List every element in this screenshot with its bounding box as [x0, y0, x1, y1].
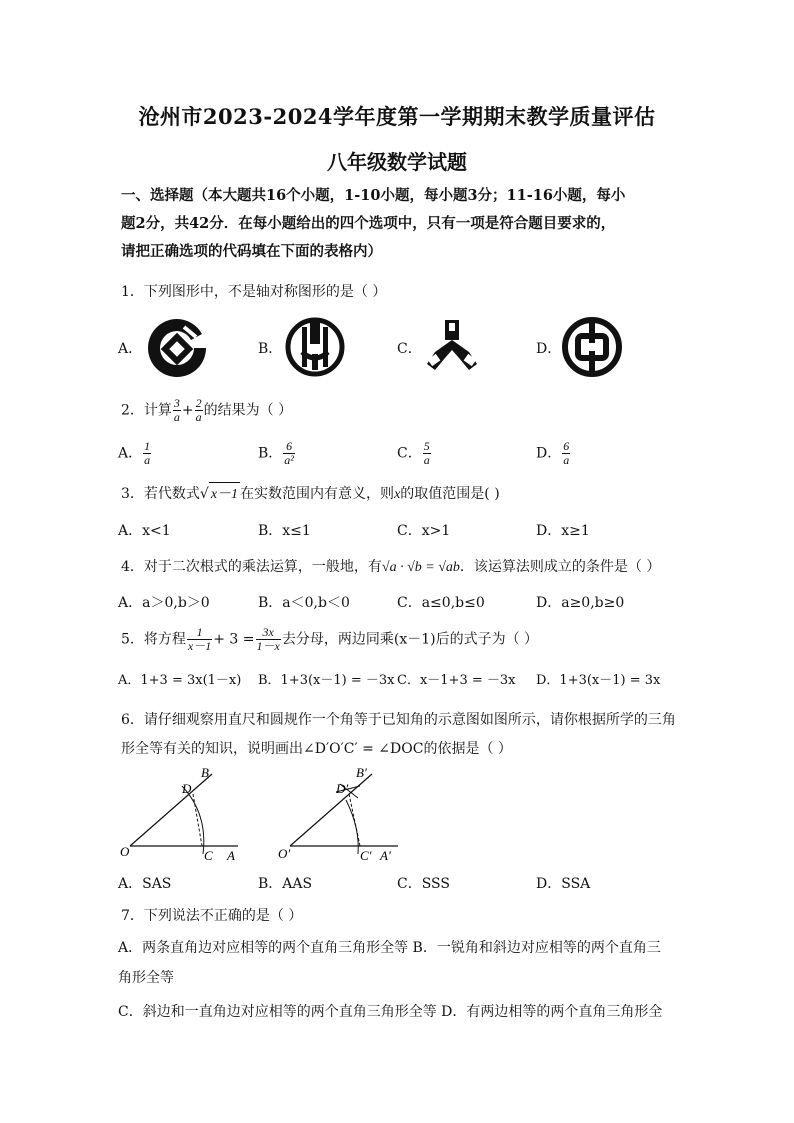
q2-option-d-frac	[562, 440, 570, 467]
q3-radicand: x－1	[209, 482, 240, 503]
q2-c-num: 5	[423, 439, 430, 453]
question-2-stem	[121, 397, 292, 424]
q2-option-a-frac	[143, 440, 151, 467]
q2-frac1-den: a	[173, 410, 180, 424]
q5-option-c: C．x－1+3 = －3x	[397, 673, 516, 688]
q2-option-c	[397, 440, 432, 467]
q5-option-a: A．1+3 = 3x(1－x)	[118, 673, 242, 688]
q2-stem-prefix: 2．计算	[121, 402, 172, 419]
question-6-line2: 形全等有关的知识，说明画出∠D′O′C′ = ∠DOC的依据是（ ）	[121, 741, 512, 757]
fig1-label-d: D	[182, 781, 192, 796]
fig2-label-o: O′	[278, 846, 291, 861]
q5-stem-suffix: 去分母，两边同乘(x－1)后的式子为（ ）	[281, 631, 539, 648]
fig2-label-c: C′	[360, 848, 372, 863]
question-7-line1: A．两条直角边对应相等的两个直角三角形全等 B．一锐角和斜边对应相等的两个直角三	[118, 940, 661, 956]
angle-figure-copy	[276, 764, 416, 864]
q4-option-d: D．a≥0,b≥0	[536, 595, 625, 611]
q4-stem-suffix: ．该运算法则成立的条件是（ ）	[459, 559, 661, 575]
cmbc-logo-icon	[421, 318, 483, 374]
q2-fraction-2	[195, 397, 203, 424]
q2-b-num: 6	[283, 440, 295, 454]
section-instructions	[121, 182, 681, 266]
q2-c-den: a	[423, 453, 430, 467]
q2-stem-suffix: 的结果为（ ）	[203, 402, 293, 419]
q2-option-b-label: B．	[258, 445, 283, 462]
question-4-stem	[121, 556, 660, 576]
q2-a-den: a	[144, 453, 151, 467]
q4-option-b: B．a＜0,b＜0	[258, 595, 350, 611]
question-7-stem: 7．下列说法不正确的是（ ）	[121, 908, 303, 924]
q2-option-c-label: C．	[397, 445, 422, 462]
q1-option-d-label: D．	[536, 341, 562, 357]
q6-option-b: B．AAS	[258, 876, 313, 892]
q3-stem-suffix: 的取值范围是( )	[400, 486, 500, 502]
q3-stem-mid: 在实数范围内有意义，则	[240, 486, 395, 502]
section-line: 题2分，共42分．在每小题给出的四个选项中，只有一项是符合题目要求的，	[121, 215, 616, 232]
q2-option-b	[258, 440, 296, 467]
q5-option-b: B．1+3(x－1) = －3x	[258, 673, 395, 688]
fig2-label-a: A′	[380, 848, 391, 863]
q1-option-c-label: C．	[397, 341, 422, 357]
q3-option-c: C．x>1	[397, 523, 451, 539]
q1-option-b-label: B．	[258, 341, 283, 357]
q5-frac1-den: x－1	[187, 639, 212, 653]
q5-frac2-den: 1－x	[256, 639, 280, 653]
fig2-label-d: D′	[336, 781, 349, 796]
q2-plus: +	[181, 402, 194, 419]
q2-option-d-label: D．	[536, 445, 562, 462]
fig1-label-o: O	[120, 844, 130, 859]
question-6-line1: 6．请仔细观察用直尺和圆规作一个角等于已知角的示意图如图所示，请你根据所学的三角	[121, 712, 676, 728]
abc-logo-icon	[284, 316, 346, 378]
q5-mid: + 3 =	[213, 631, 255, 648]
q3-var: x	[394, 487, 401, 502]
fig1-label-b: B	[201, 765, 209, 780]
fig2-label-b: B′	[356, 765, 367, 780]
q2-option-c-frac	[423, 440, 431, 467]
q5-frac1-num: 1	[187, 626, 212, 640]
question-7-line2: 角形全等	[118, 970, 174, 986]
question-1-stem: 1．下列图形中，不是轴对称图形的是（ ）	[121, 284, 387, 300]
q2-option-a-label: A．	[118, 445, 143, 462]
question-7-line3: C．斜边和一直角边对应相等的两个直角三角形全等 D．有两边相等的两个直角三角形全	[118, 1004, 663, 1020]
ccb-logo-icon	[144, 315, 210, 381]
q5-fraction-2	[256, 626, 281, 653]
page-title: 沧州市2023-2024学年度第一学期期末教学质量评估	[138, 104, 656, 129]
fig1-label-c: C	[204, 848, 213, 863]
q2-a-num: 1	[144, 439, 151, 453]
q2-fraction-1	[173, 397, 181, 424]
page-subtitle: 八年级数学试题	[327, 150, 467, 174]
q2-option-d	[536, 440, 571, 467]
q2-frac2-den: a	[195, 410, 202, 424]
q6-option-c: C．SSS	[397, 876, 450, 892]
q6-option-a: A．SAS	[118, 876, 172, 892]
q5-frac2-num: 3x	[256, 626, 281, 640]
question-3-stem: 3．若代数式√ x－1 在实数范围内有意义，则x的取值范围是( )	[121, 482, 500, 503]
fig1-label-a: A	[227, 848, 235, 863]
q2-frac2-num: 2	[195, 396, 202, 410]
boc-logo-icon	[561, 316, 623, 378]
q3-option-a: A．x<1	[118, 523, 171, 539]
q2-d-num: 6	[563, 439, 570, 453]
q4-formula: √a · √b = √ab	[381, 560, 460, 575]
q1-option-a-label: A．	[118, 341, 143, 357]
q5-stem-prefix: 5．将方程	[121, 631, 186, 648]
q2-option-b-frac	[283, 440, 295, 467]
section-line: 一、选择题（本大题共16个小题，1-10小题，每小题3分；11-16小题，每小	[121, 187, 626, 204]
section-line: 请把正确选项的代码填在下面的表格内）	[121, 243, 382, 260]
q4-option-a: A．a＞0,b＞0	[118, 595, 210, 611]
q5-fraction-1	[187, 626, 212, 653]
q3-option-b: B．x≤1	[258, 523, 311, 539]
q6-option-d: D．SSA	[536, 876, 591, 892]
question-5-stem	[121, 626, 538, 653]
q4-stem-prefix: 4．对于二次根式的乘法运算，一般地，有	[121, 559, 382, 575]
q5-option-d: D．1+3(x－1) = 3x	[536, 673, 661, 688]
q2-b-den: a²	[284, 453, 294, 467]
q4-option-c: C．a≤0,b≤0	[397, 595, 485, 611]
angle-figure-original	[116, 764, 256, 864]
q2-frac1-num: 3	[173, 396, 180, 410]
q3-option-d: D．x≥1	[536, 523, 590, 539]
q2-d-den: a	[563, 453, 570, 467]
q3-stem-prefix: 3．若代数式	[121, 486, 200, 502]
q2-option-a	[118, 440, 152, 467]
